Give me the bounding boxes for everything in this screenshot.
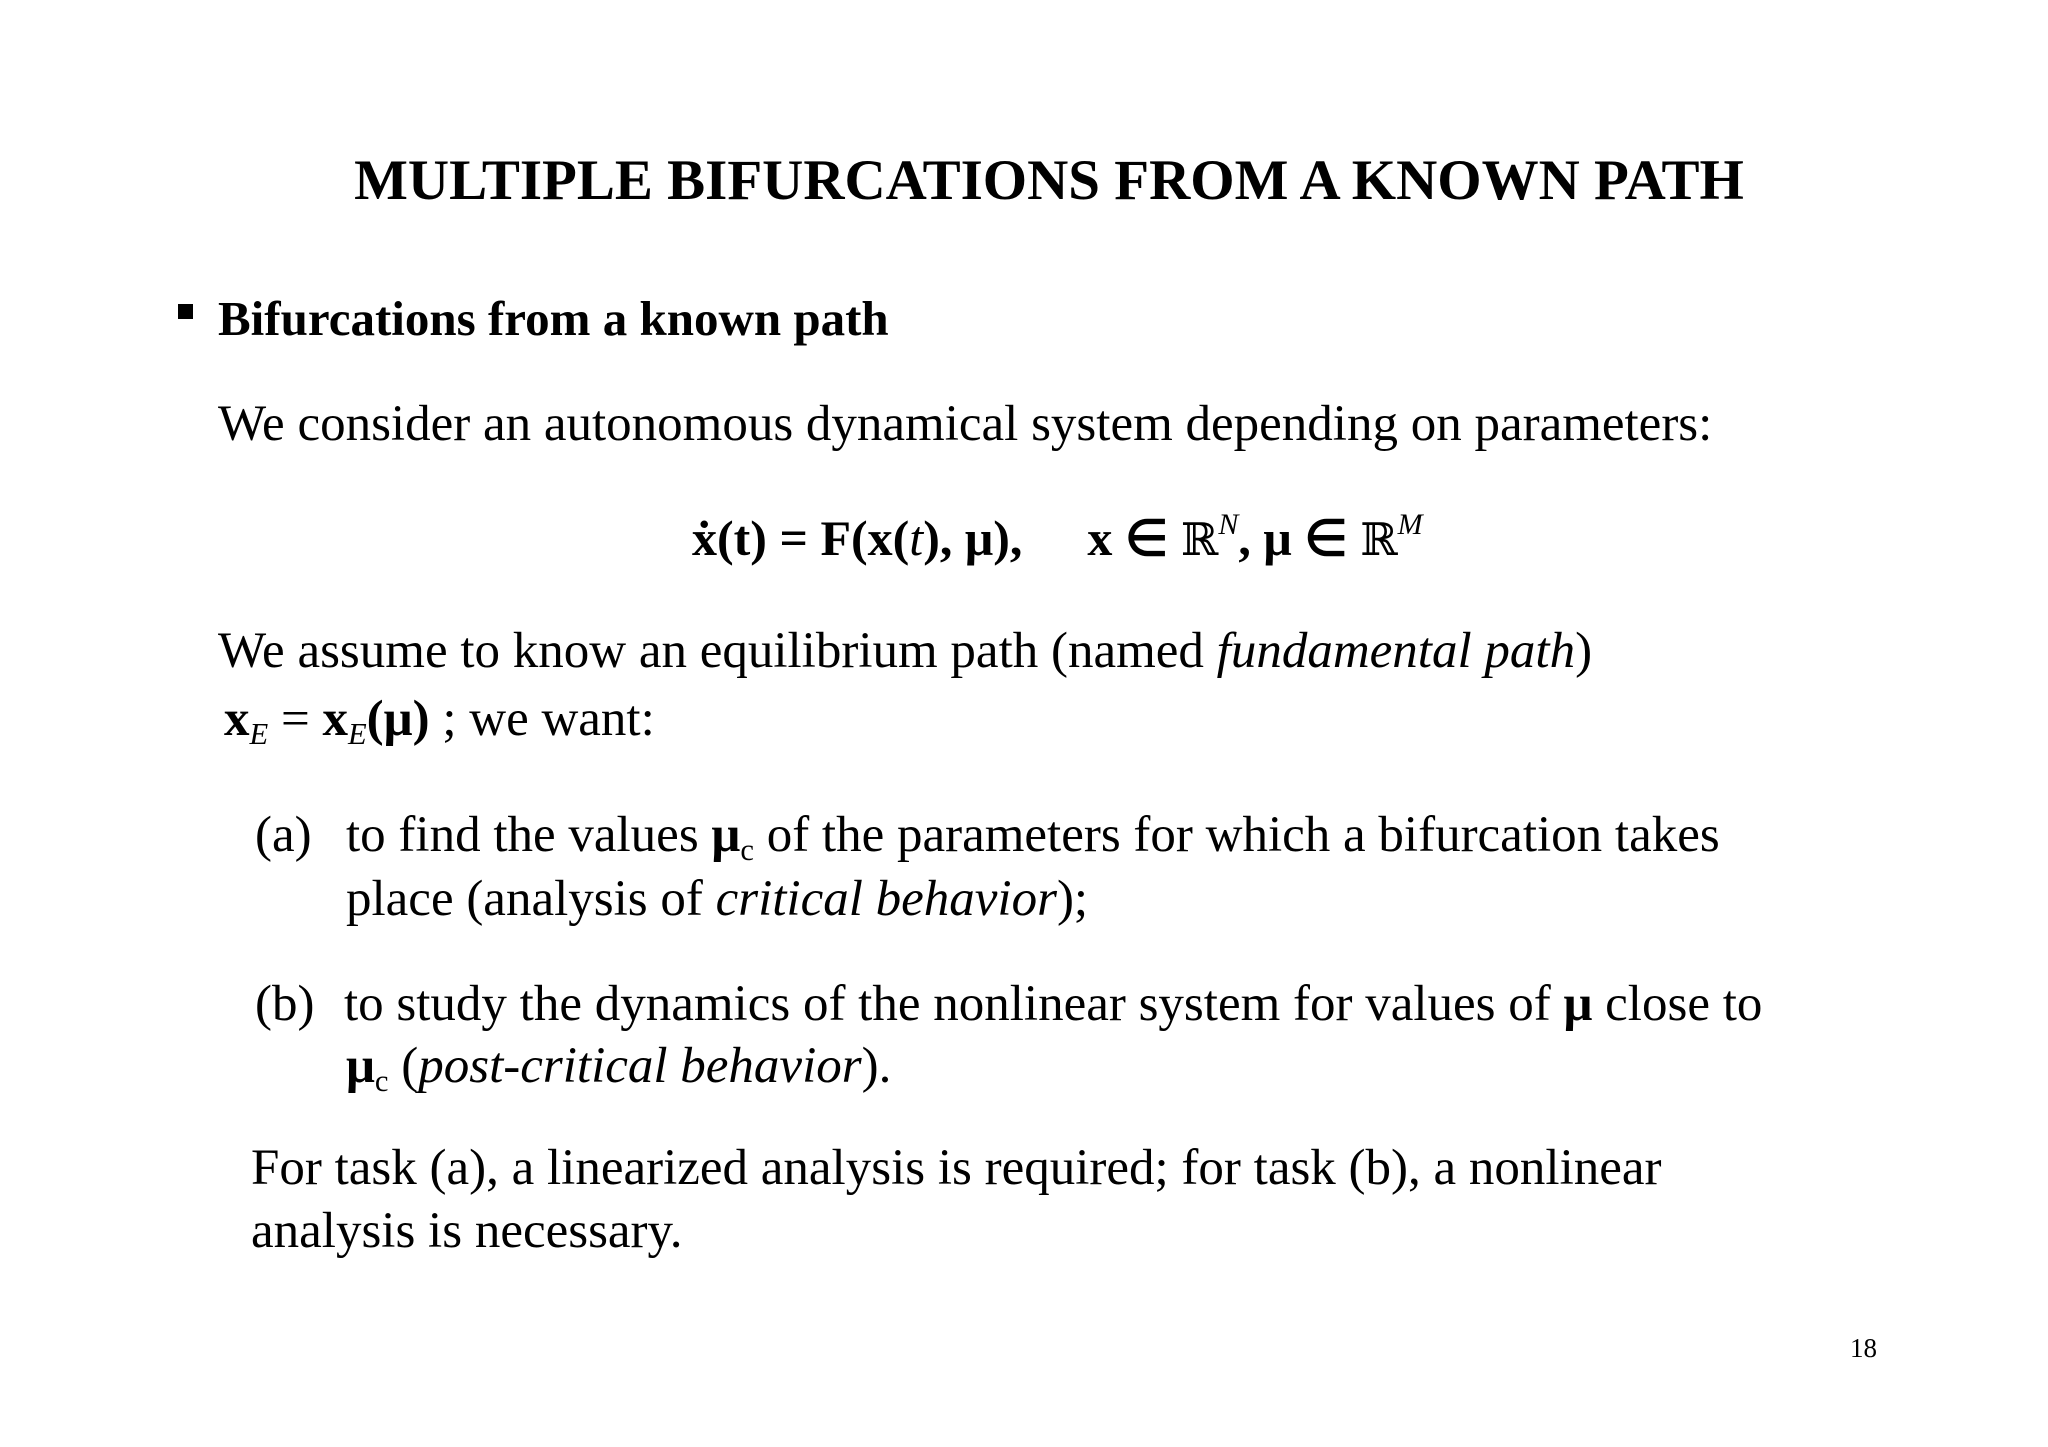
conclusion-line-1: For task (a), a linearized analysis is required; for task (b), a nonlinear	[251, 1140, 1662, 1196]
conclusion-line-2: analysis is necessary.	[251, 1203, 683, 1259]
slide-title: MULTIPLE BIFURCATIONS FROM A KNOWN PATH	[354, 149, 1744, 212]
square-bullet-icon	[178, 304, 193, 319]
assume-line-2: $x_E = x_E(\mu)$ ; we want:	[224, 691, 655, 752]
item-b-label: (b)	[255, 976, 315, 1032]
item-a-line-1: to find the values $\mu_c$ of the parameters for which a bifurcation takes	[346, 807, 1720, 868]
item-b-line-1: to study the dynamics of the nonlinear system for values of μ close to	[344, 976, 1763, 1032]
equation: ẋ(t) = F(x(t), μ), x ∈ ℝ$^N$, μ ∈ ℝ$^M$	[692, 508, 1423, 566]
intro-text: We consider an autonomous dynamical system depending on parameters:	[218, 396, 1713, 452]
item-a-label: (a)	[255, 807, 312, 863]
page-number: 18	[1850, 1333, 1877, 1363]
assume-line-1: We assume to know an equilibrium path (named fundamental path)	[218, 623, 1593, 679]
item-a-line-2: place (analysis of critical behavior);	[346, 871, 1089, 927]
item-b-line-2: $\mu_c$ (post-critical behavior).	[346, 1038, 892, 1099]
section-heading: Bifurcations from a known path	[218, 291, 889, 346]
